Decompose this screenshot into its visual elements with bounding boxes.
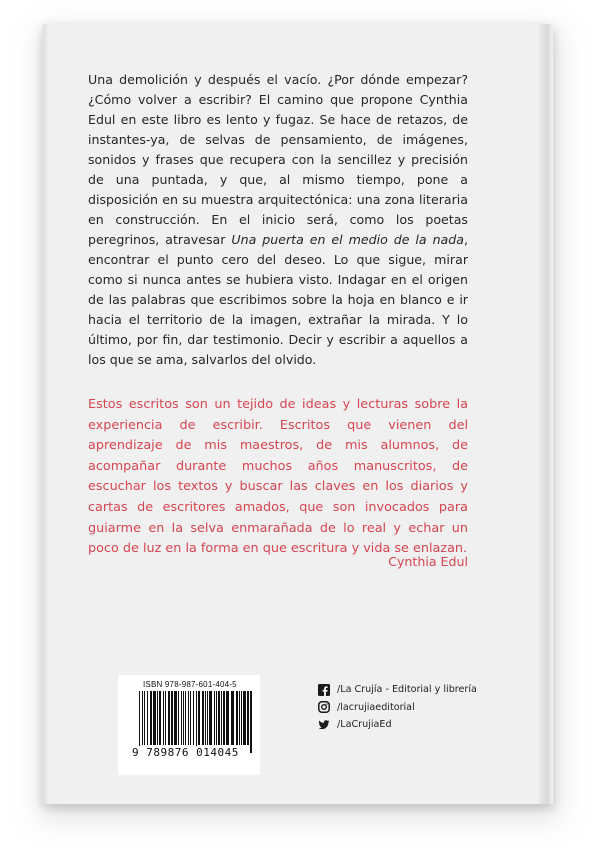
- barcode-bar: [174, 691, 177, 745]
- synopsis-block: [88, 70, 468, 370]
- barcode-bar: [185, 691, 186, 745]
- author-quote-text: Estos escritos son un tejido de ideas y lecturas sobre la experiencia de escribir. Escritos que vienen del aprendizaje de mis maestros, de mis alumnos, de acompañar durante muchos años manuscritos, de escuchar los textos y buscar las claves en los diarios y cartas de escritores amados, que son invocados para guiarme en la selva enmarañada de lo real y echar un poco de luz en la forma en que escritura y vida se enlazan.: [88, 397, 468, 557]
- synopsis-text-part2: , encontrar el punto cero del deseo. Lo que sigue, mirar como si nunca antes se hubiera visto. Indagar en el origen de las palabras que escribimos sobre la hoja en blanco e ir hacia el territorio de la imagen, extrañar la mirada. Y lo último, por fin, dar testimonio. Decir y escribir a aquellos a los que se ama, salvarlos del olvido.: [88, 232, 469, 367]
- barcode-bar: [147, 691, 148, 745]
- barcode-bar: [214, 691, 215, 745]
- barcode-bar: [157, 691, 158, 745]
- barcode-bar: [144, 691, 145, 745]
- twitter-icon: [318, 719, 330, 731]
- social-label: /La Crujía - Editorial y librería: [337, 684, 477, 695]
- social-link-instagram[interactable]: [318, 699, 477, 716]
- instagram-icon: [318, 701, 330, 713]
- barcode-bar: [216, 691, 217, 745]
- barcode-graphic: [139, 691, 253, 753]
- isbn-label: ISBN 978-987-601-404-5: [143, 680, 237, 689]
- barcode-bar: [139, 691, 140, 753]
- barcode-bar: [159, 691, 161, 745]
- barcode-bar: [190, 691, 191, 745]
- social-links: [318, 681, 477, 734]
- quote-author: Cynthia Edul: [388, 554, 468, 569]
- barcode-bar: [218, 691, 220, 745]
- social-link-facebook[interactable]: [318, 681, 477, 698]
- barcode-bar: [247, 691, 249, 745]
- barcode-bar: [198, 691, 200, 745]
- barcode-bar: [209, 691, 212, 745]
- barcode-bar: [207, 691, 208, 745]
- barcode-bar: [223, 691, 225, 745]
- barcode-bar: [178, 691, 179, 745]
- barcode-bar: [241, 691, 242, 745]
- barcode-bar: [243, 691, 246, 745]
- barcode-digits: 9 789876 014045: [132, 746, 239, 759]
- facebook-icon: [318, 684, 330, 696]
- barcode-bar: [150, 691, 152, 745]
- barcode-bar: [142, 691, 143, 745]
- barcode-bar: [250, 691, 252, 753]
- social-link-twitter[interactable]: [318, 716, 477, 733]
- barcode-bar: [239, 691, 240, 745]
- synopsis-paragraph: [88, 70, 468, 370]
- cover-spine-edge: [539, 24, 553, 804]
- author-quote-block: [88, 395, 468, 560]
- cover-left-edge: [43, 24, 49, 804]
- barcode-bar: [188, 691, 189, 745]
- barcode-bar: [236, 691, 238, 745]
- barcode-bar: [183, 691, 184, 745]
- social-label: /lacrujiaeditorial: [337, 701, 415, 713]
- barcode-bar: [205, 691, 206, 745]
- barcode-bar: [165, 691, 166, 745]
- barcode-bar: [226, 691, 229, 745]
- barcode-bar: [168, 691, 170, 745]
- barcode-bar: [153, 691, 156, 745]
- barcode-bar: [171, 691, 173, 745]
- social-label: /LaCrujiaEd: [337, 719, 392, 730]
- barcode-bar: [221, 691, 222, 745]
- barcode-bar: [181, 691, 182, 745]
- barcode-bar: [193, 691, 194, 745]
- barcode-bar: [163, 691, 164, 745]
- barcode-bar: [231, 691, 234, 745]
- synopsis-book-title: Una puerta en el medio de la nada: [231, 232, 464, 247]
- synopsis-text-part1: Una demolición y después el vacío. ¿Por dónde empezar? ¿Cómo volver a escribir? El camino que propone Cynthia Edul en este libro es lento y fugaz. Se hace de retazos, de instantes-ya, de selvas de pensamiento, de imágenes, sonidos y frases que recupera con la sencillez y precisión de una puntada, y que, al mismo tiempo, pone a disposición en su muestra arquitectónica: una zona literaria en construcción. En el inicio será, como los poetas peregrinos, atravesar: [88, 72, 468, 247]
- barcode-bar: [196, 691, 197, 753]
- barcode-bar: [202, 691, 204, 745]
